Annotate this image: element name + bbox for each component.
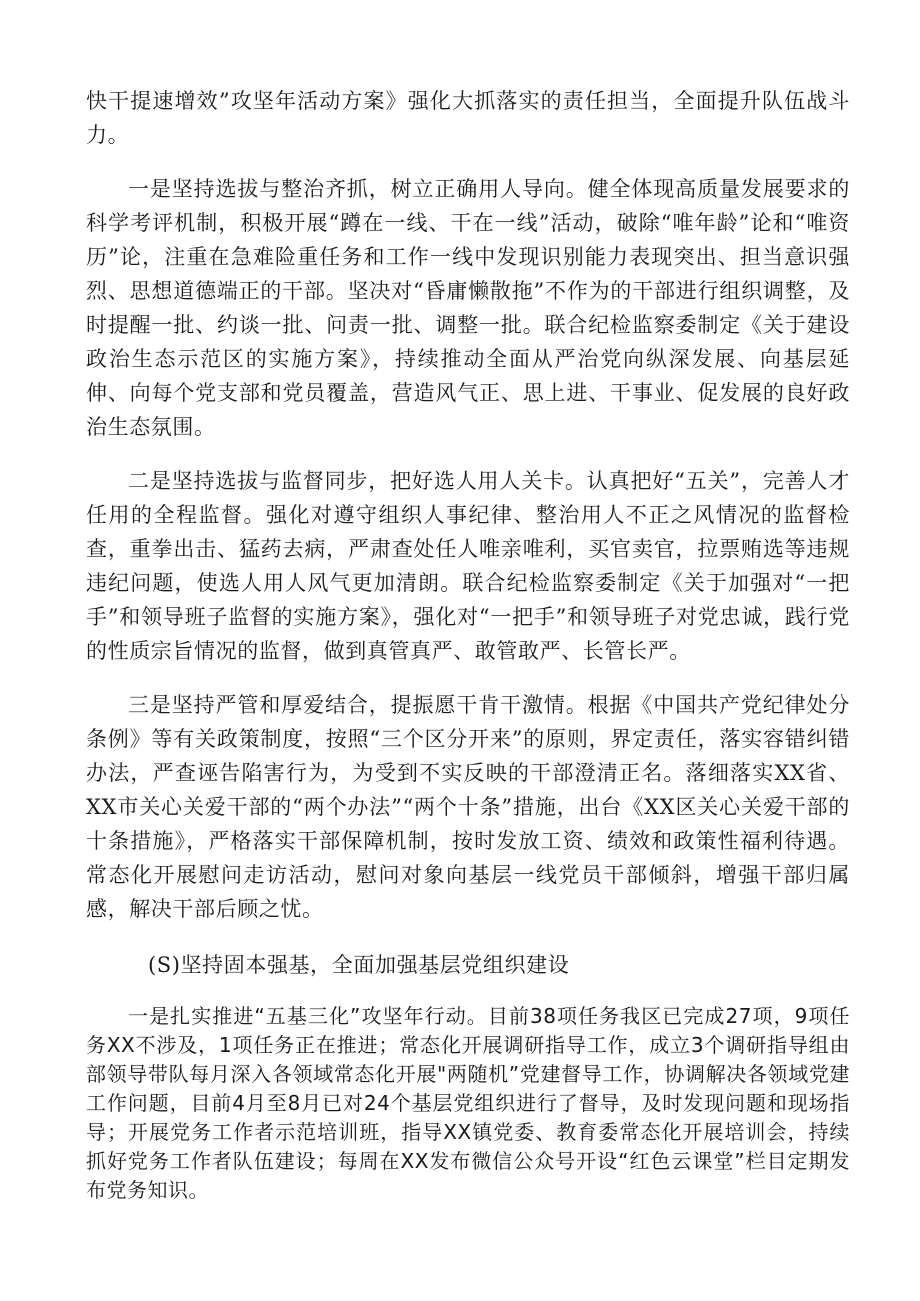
paragraph-selection-supervision: 二是坚持选拔与监督同步，把好选人用人关卡。认真把好“五关”，完善人才任用的全程监督。强化对遵守组织人事纪律、整治用人不正之风情况的监督检查，重拳出击、猛药去病，严肃查处任人唯亲唯利，买官卖官，拉票贿选等违规违纪问题，使选人用人风气更加清朗。联合纪检监察委制定《关于加强对“一把手”和领导班子监督的实施方案》，强化对“一把手”和领导班子对党忠诚，践行党的性质宗旨情况的监督，做到真管真严、敢管敢严、长管长严。 bbox=[86, 469, 850, 663]
paragraph-five-base: 一是扎实推进“五基三化”攻坚年行动。目前38项任务我区已完成27项，9项任务XX不涉及，1项任务正在推进；常态化开展调研指导工作，成立3个调研指导组由部领导带队每月深入各领域常态化开展"两随机”党建督导工作，协调解决各领域党建工作问题，目前4月至8月已对24个基层党组织进行了督导，及时发现问题和现场指导；开展党务工作者示范培训班，指导XX镇党委、教育委常态化开展培训会，持续抓好党务工作者队伍建设；每周在XX发布微信公众号开设“红色云课堂”栏目定期发布党务知识。 bbox=[86, 1004, 850, 1202]
paragraph-strict-care: 三是坚持严管和厚爱结合，提振愿干肯干激情。根据《中国共产党纪律处分条例》等有关政策制度，按照“三个区分开来”的原则，界定责任，落实容错纠错办法，严查诬告陷害行为，为受到不实反映的干部澄清正名。落细落实XX省、XX市关心关爱干部的“两个办法”“两个十条”措施，出台《XX区关心关爱干部的十条措施》，严格落实干部保障机制，按时发放工资、绩效和政策性福利待遇。常态化开展慰问走访活动，慰问对象向基层一线党员干部倾斜，增强干部归属感，解决干部后顾之忧。 bbox=[86, 693, 850, 921]
section-heading: (S)坚持固本强基，全面加强基层党组织建设 bbox=[148, 953, 570, 977]
paragraph-continuation: 快干提速增效”攻坚年活动方案》强化大抓落实的责任担当，全面提升队伍战斗力。 bbox=[86, 89, 850, 147]
paragraph-selection-rectification: 一是坚持选拔与整治齐抓，树立正确用人导向。健全体现高质量发展要求的科学考评机制，积极开展“蹲在一线、干在一线”活动，破除“唯年龄”论和“唯资历”论，注重在急难险重任务和工作一线中发现识别能力表现突出、担当意识强烈、思想道德端正的干部。坚决对“昏庸懒散拖”不作为的干部进行组织调整，及时提醒一批、约谈一批、问责一批、调整一批。联合纪检监察委制定《关于建设政治生态示范区的实施方案》，持续推动全面从严治党向纵深发展、向基层延伸、向每个党支部和党员覆盖，营造风气正、思上进、干事业、促发展的良好政治生态氛围。 bbox=[86, 177, 850, 439]
document-page bbox=[86, 84, 850, 1205]
